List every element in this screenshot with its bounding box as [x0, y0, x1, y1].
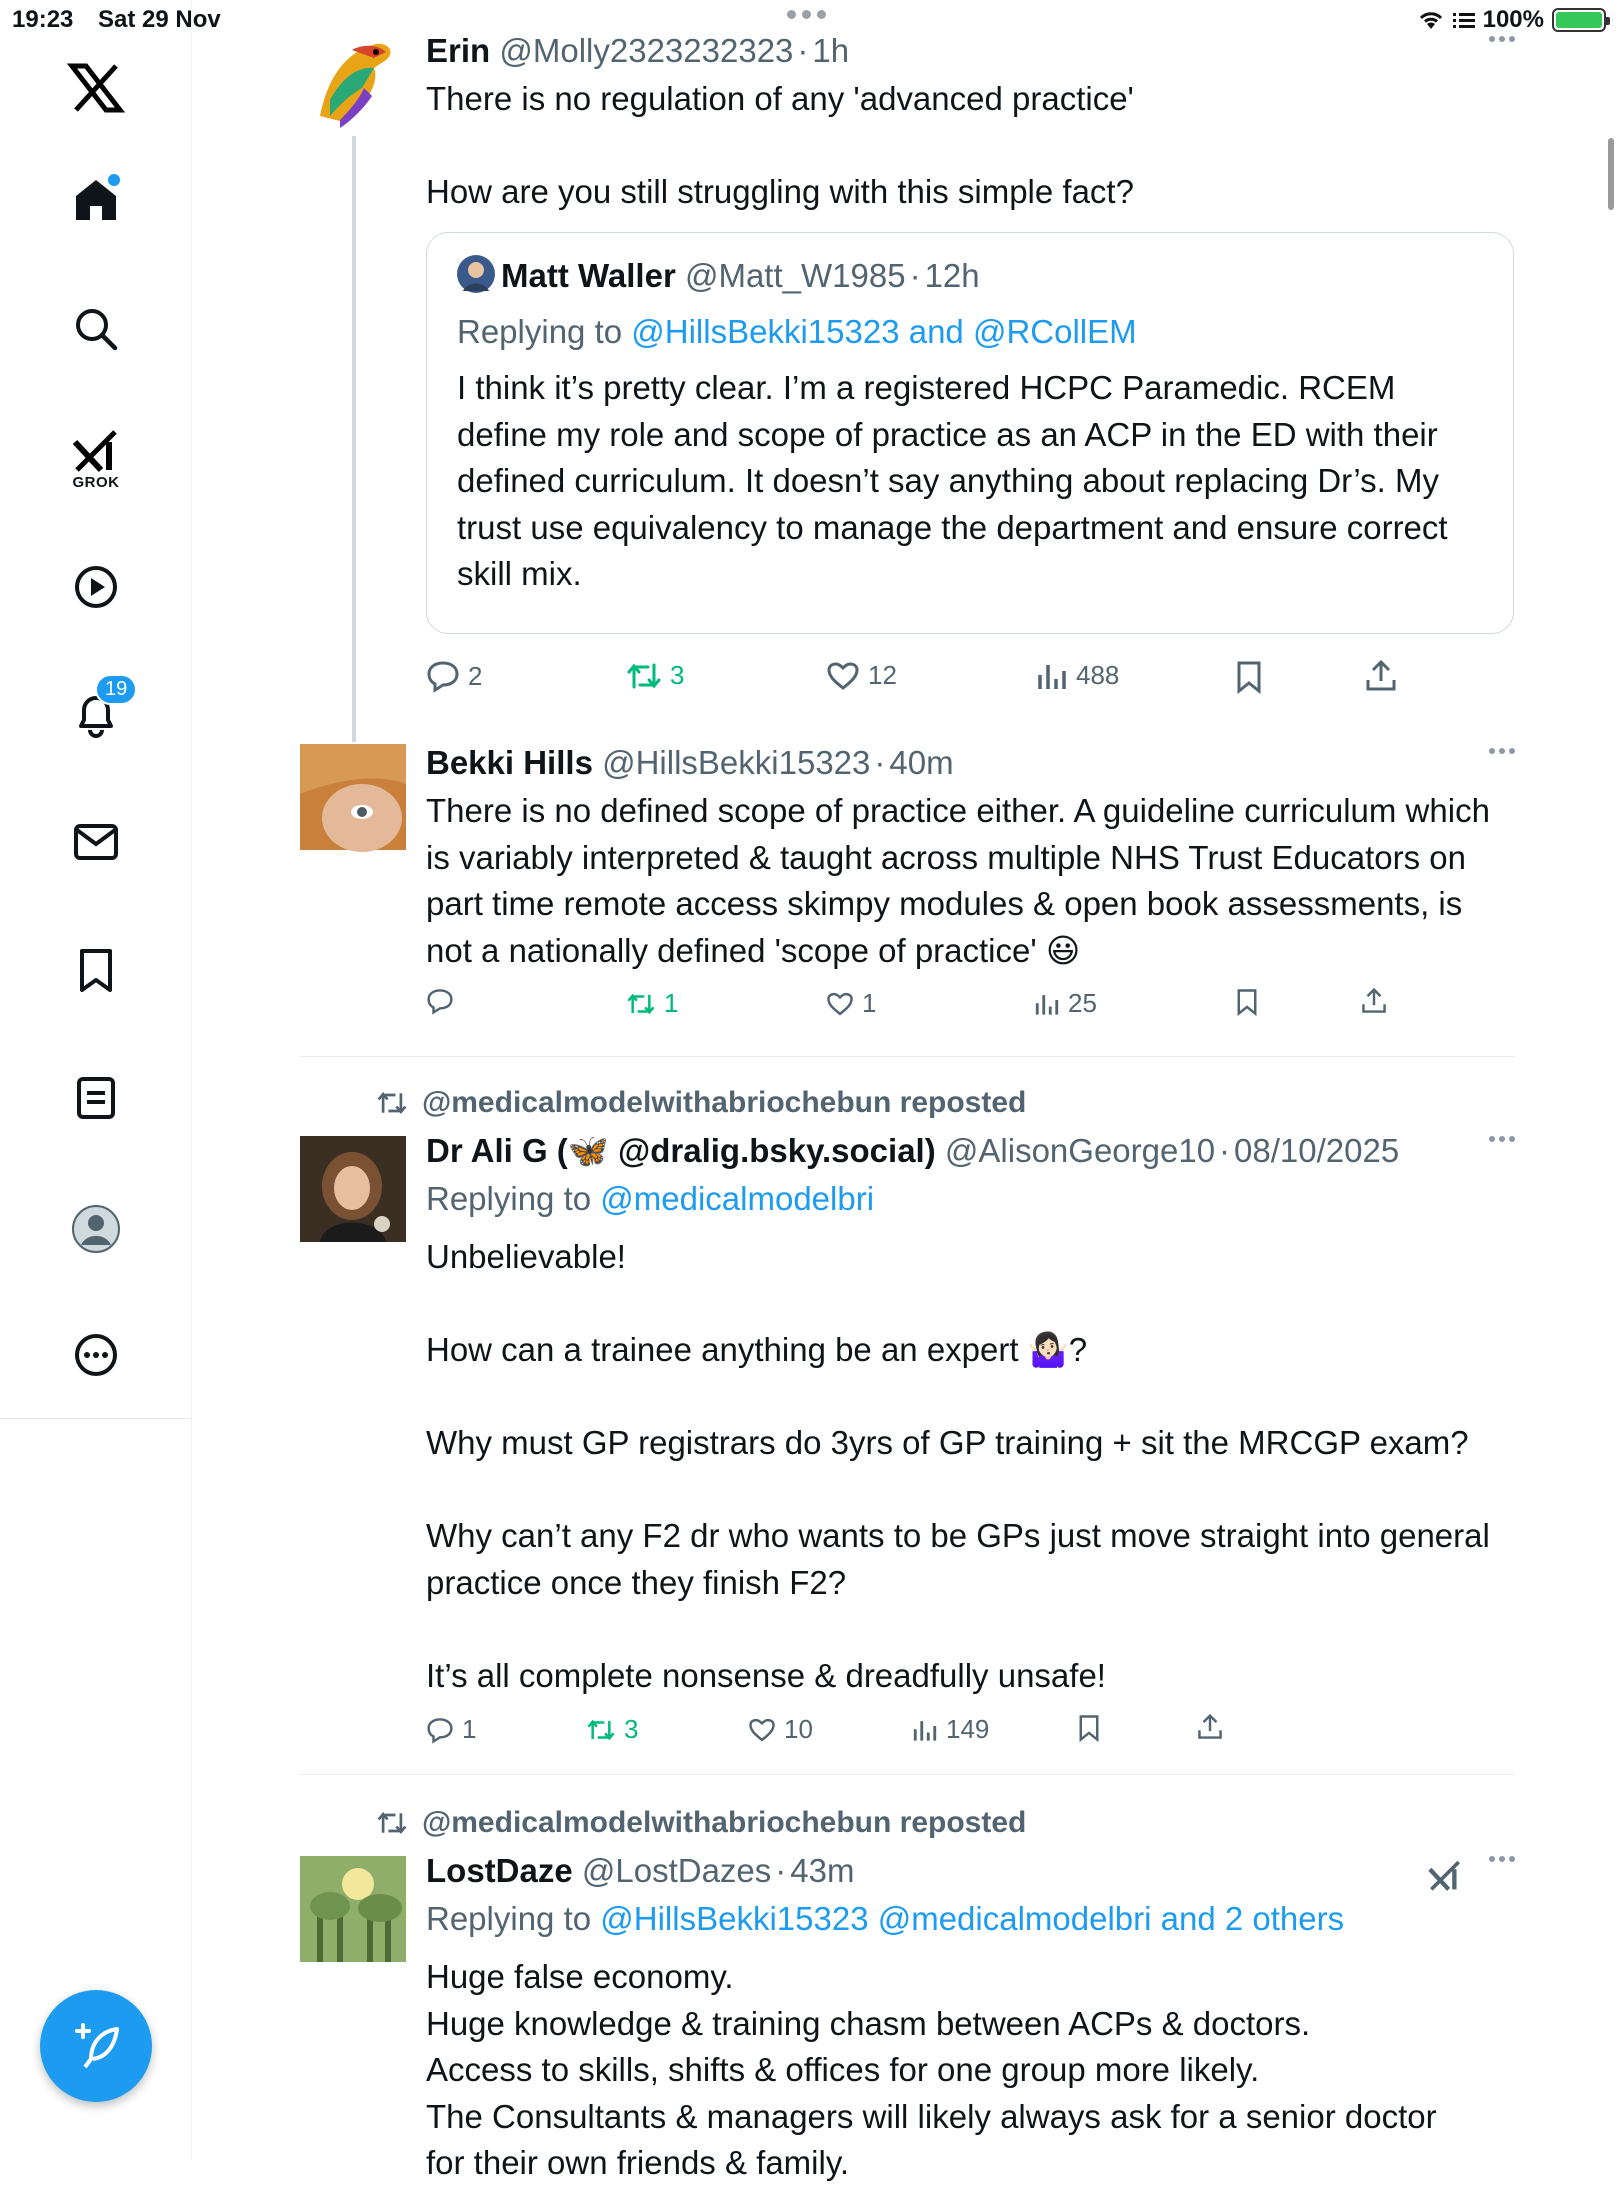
search-icon: [73, 306, 119, 352]
share-icon: [1196, 1714, 1224, 1740]
bekki-avatar-image: [300, 744, 406, 850]
profile-avatar-icon: [71, 1204, 121, 1254]
status-time: 19:23: [12, 6, 74, 33]
like-count: 10: [784, 1714, 813, 1744]
replying-to: [426, 1896, 1515, 1942]
quote-avatar: [457, 255, 495, 293]
separator-dot: ·: [874, 744, 886, 781]
repost-button[interactable]: [626, 988, 678, 1019]
tweet-text: Huge false economy. Huge knowledge & training chasm between ACPs & doctors. Access to skills, shifts & offices for one group more likely. The Consultants & managers will likely always ask for a senior doctor for their own friends & family.: [426, 1958, 1437, 2181]
share-button[interactable]: [1196, 1714, 1224, 1740]
separator-dot: ·: [797, 32, 809, 69]
view-count: 25: [1068, 988, 1097, 1018]
sidebar-item-bookmarks[interactable]: [0, 948, 192, 994]
sidebar-item-grok[interactable]: [0, 428, 192, 491]
compose-feather-icon: [69, 2019, 123, 2073]
quoted-tweet[interactable]: [426, 232, 1514, 634]
scroll-indicator[interactable]: [1608, 138, 1614, 210]
sidebar-item-profile[interactable]: [0, 1204, 192, 1254]
repost-icon: [376, 1809, 408, 1837]
separator-dot: ·: [909, 257, 921, 294]
separator-dot: ·: [775, 1852, 787, 1889]
repost-icon: [626, 991, 656, 1017]
quote-text: I think it’s pretty clear. I’m a registered HCPC Paramedic. RCEM define my role and scope of practice as an ACP in the ED with their defined curriculum. It doesn’t say anything about replacing Dr’s. My trust use equivalency to manage the department and ensure correct skill mix.: [457, 369, 1457, 592]
share-icon: [1364, 660, 1398, 692]
tweet-header: [426, 742, 1515, 784]
more-options-icon[interactable]: [1489, 748, 1515, 754]
tweet-header: [426, 1130, 1515, 1172]
more-circle-icon: [73, 1332, 119, 1378]
repost-count: 3: [670, 660, 685, 690]
quote-replying-to: [457, 309, 1483, 355]
views-button[interactable]: [1036, 660, 1119, 691]
repost-by-label: @medicalmodelwithabriochebun reposted: [422, 1086, 1027, 1119]
tweet-text: There is no regulation of any 'advanced practice' How are you still struggling with this simple fact?: [426, 80, 1134, 210]
views-chart-icon: [1034, 991, 1060, 1017]
tweet-actions: [426, 1714, 1515, 1764]
more-options-icon[interactable]: [1489, 1136, 1515, 1142]
sidebar-item-explore[interactable]: [0, 306, 192, 352]
view-count: 149: [946, 1714, 990, 1744]
sidebar-item-lists[interactable]: [0, 1076, 192, 1120]
replying-to-link[interactable]: @medicalmodelbri: [600, 1180, 875, 1217]
avatar[interactable]: [300, 1136, 406, 1242]
reply-button[interactable]: [426, 660, 482, 692]
reply-icon: [426, 660, 460, 692]
play-icon: [73, 564, 119, 610]
tweet-actions: [426, 660, 1515, 710]
author-handle[interactable]: @LostDazes: [581, 1852, 772, 1889]
repost-button[interactable]: [626, 660, 684, 691]
tweet-text: Unbelievable! How can a trainee anything be an expert 🤷🏻‍♀️? Why must GP registrars do 3yrs of GP training + sit the MRCGP exam? Why can’t any F2 dr who wants to be GPs just move straight into general practice once they finish F2? It’s all complete nonsense & dreadfully unsafe!: [426, 1238, 1490, 1694]
more-options-icon[interactable]: [1489, 36, 1515, 42]
share-button[interactable]: [1364, 660, 1398, 692]
repost-icon: [586, 1717, 616, 1743]
author-name[interactable]: LostDaze: [426, 1852, 573, 1889]
views-chart-icon: [912, 1717, 938, 1743]
notifications-badge: 19: [95, 674, 137, 705]
tweet-divider: [300, 1056, 1515, 1057]
tweet-divider: [300, 1774, 1515, 1775]
post-time[interactable]: 40m: [889, 744, 954, 781]
quote-author-name[interactable]: Matt Waller: [501, 257, 676, 294]
eagle-avatar-image: [300, 30, 406, 136]
post-time[interactable]: 43m: [790, 1852, 855, 1889]
lostdaze-avatar-image: [300, 1856, 406, 1962]
post-time[interactable]: 1h: [812, 32, 850, 69]
author-name[interactable]: Erin: [426, 32, 491, 69]
bookmark-icon: [1234, 660, 1264, 694]
quote-header: [457, 255, 1483, 297]
tweet-header: [426, 30, 1515, 72]
view-count: 488: [1076, 660, 1120, 690]
sidebar-item-video[interactable]: [0, 564, 192, 610]
tweet-actions: [426, 988, 1515, 1038]
replying-to-link[interactable]: @HillsBekki15323 @medicalmodelbri and 2 others: [600, 1900, 1345, 1937]
heart-icon: [748, 1717, 776, 1743]
author-handle[interactable]: @Molly2323232323: [499, 32, 794, 69]
replying-prefix: Replying to: [426, 1900, 601, 1937]
avatar[interactable]: [300, 744, 406, 850]
replying-prefix: Replying to: [457, 313, 632, 350]
lists-icon: [76, 1076, 116, 1120]
heart-icon: [826, 991, 854, 1017]
wifi-icon: [1417, 9, 1445, 31]
reply-button[interactable]: [426, 1714, 476, 1745]
repost-indicator[interactable]: [376, 1806, 1026, 1840]
share-icon: [1360, 988, 1388, 1014]
like-button[interactable]: [748, 1714, 813, 1745]
reply-icon: [426, 1717, 454, 1743]
reply-icon: [426, 988, 454, 1014]
repost-icon: [376, 1089, 408, 1117]
mail-icon: [73, 822, 119, 862]
views-button[interactable]: [1034, 988, 1097, 1019]
separator-dot: ·: [1219, 1132, 1231, 1169]
status-date: Sat 29 Nov: [98, 6, 221, 33]
dr-ali-avatar-image: [300, 1136, 406, 1242]
sidebar-item-more[interactable]: [0, 1332, 192, 1378]
like-button[interactable]: [826, 988, 876, 1019]
sidebar-item-notifications[interactable]: [0, 678, 192, 738]
views-chart-icon: [1036, 661, 1068, 691]
list-icon: [1453, 10, 1475, 30]
quote-time: 12h: [924, 257, 980, 294]
sidebar-divider: [0, 1418, 192, 1419]
repost-icon: [626, 661, 662, 691]
share-button[interactable]: [1360, 988, 1388, 1014]
bookmark-icon: [1234, 988, 1260, 1016]
battery-icon: [1552, 8, 1606, 32]
grok-icon: [71, 428, 121, 472]
heart-icon: [826, 661, 860, 691]
reply-count: 1: [462, 1714, 477, 1744]
bookmark-icon: [1076, 1714, 1102, 1742]
avatar[interactable]: [300, 1856, 406, 1962]
like-count: 12: [868, 660, 897, 690]
repost-count: 3: [624, 1714, 639, 1744]
sidebar-item-home[interactable]: [0, 176, 192, 224]
reply-button[interactable]: [426, 988, 462, 1014]
quote-author-handle[interactable]: @Matt_W1985: [684, 257, 906, 294]
compose-post-button[interactable]: [40, 1990, 152, 2102]
reply-count: 2: [468, 660, 483, 691]
repost-indicator[interactable]: [376, 1086, 1026, 1120]
multitasking-handle[interactable]: [787, 10, 826, 19]
like-count: 1: [862, 988, 877, 1018]
avatar[interactable]: [300, 30, 406, 136]
author-name[interactable]: Dr Ali G (🦋 @dralig.bsky.social): [426, 1132, 936, 1169]
author-handle[interactable]: @AlisonGeorge10: [944, 1132, 1216, 1169]
thread-connector: [352, 136, 356, 742]
more-options-icon[interactable]: [1489, 1856, 1515, 1862]
bookmark-button[interactable]: [1234, 988, 1260, 1016]
grok-explain-icon[interactable]: [1427, 1858, 1463, 1892]
views-button[interactable]: [912, 1714, 989, 1745]
x-logo-icon: [70, 64, 122, 112]
grok-label: GROK: [72, 474, 120, 491]
replying-prefix: Replying to: [426, 1180, 601, 1217]
author-name[interactable]: Bekki Hills: [426, 744, 593, 781]
battery-percent: 100%: [1482, 6, 1544, 33]
bookmark-button[interactable]: [1234, 660, 1264, 694]
post-time[interactable]: 08/10/2025: [1234, 1132, 1400, 1169]
tweet-text: There is no defined scope of practice either. A guideline curriculum which is variably interpreted & taught across multiple NHS Trust Educators on part time remote access skimpy modules & open book assessments, is not a nationally defined 'scope of practice' 😃: [426, 792, 1500, 969]
repost-count: 1: [664, 988, 679, 1018]
replying-to: [426, 1176, 1515, 1222]
bookmark-button[interactable]: [1076, 1714, 1102, 1742]
sidebar-item-messages[interactable]: [0, 822, 192, 862]
repost-button[interactable]: [586, 1714, 638, 1745]
like-button[interactable]: [826, 660, 897, 691]
repost-by-label: @medicalmodelwithabriochebun reposted: [422, 1806, 1027, 1839]
sidebar: [0, 0, 192, 2160]
x-logo[interactable]: [0, 64, 192, 112]
author-handle[interactable]: @HillsBekki15323: [602, 744, 871, 781]
tweet-header: [426, 1850, 1515, 1892]
replying-to-link[interactable]: @HillsBekki15323 and @RCollEM: [631, 313, 1137, 350]
home-unread-dot: [108, 174, 120, 186]
bookmark-icon: [76, 948, 116, 994]
